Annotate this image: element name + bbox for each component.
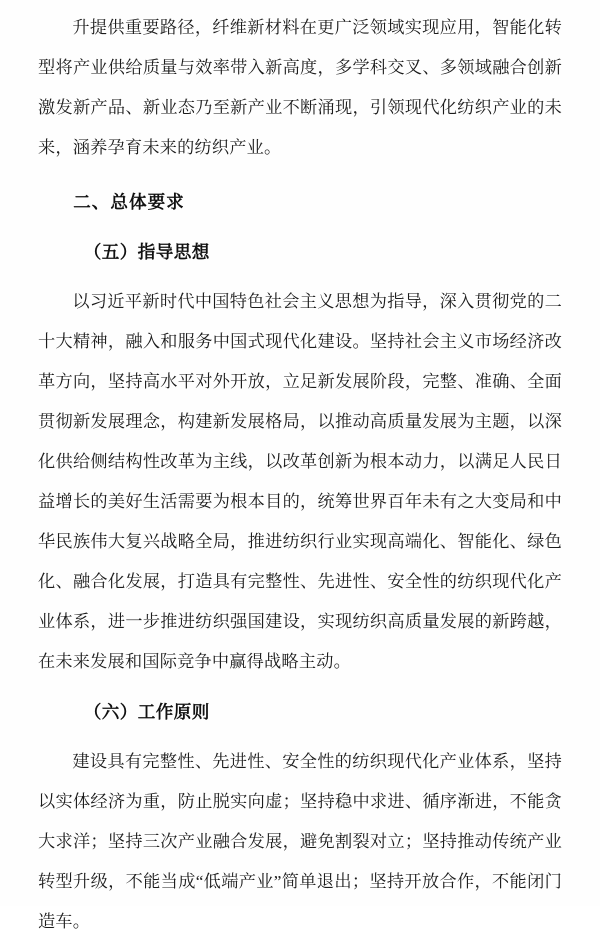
- spacer: [38, 732, 562, 742]
- heading-section-two: 二、总体要求: [73, 192, 185, 212]
- spacer: [38, 272, 562, 282]
- paragraph-intro-continued: 升提供重要路径，纤维新材料在更广泛领域实现应用，智能化转型将产业供给质量与效率带入新高度，多学科交叉、多领域融合创新激发新产品、新业态乃至新产业不断涌现，引领现代化纺织产业的未来，涵养孕育未来的纺织产业。: [38, 18, 562, 157]
- spacer: [38, 682, 562, 692]
- heading-item-six: （六）工作原则: [83, 702, 210, 722]
- spacer: [38, 168, 562, 182]
- paragraph-work-principles: 建设具有完整性、先进性、安全性的纺织现代化产业体系，坚持以实体经济为重，防止脱实向虚；坚持稳中求进、循序渐进，不能贪大求洋；坚持三次产业融合发展，避免割裂对立；坚持推动传统产业转型升级，不能当成“低端产业”简单退出；坚持开放合作，不能闭门造车。: [38, 752, 562, 931]
- paragraph-guiding-thought: 以习近平新时代中国特色社会主义思想为指导，深入贯彻党的二十大精神，融入和服务中国式现代化建设。坚持社会主义市场经济改革方向，坚持高水平对外开放，立足新发展阶段，完整、准确、全面贯彻新发展理念，构建新发展格局，以推动高质量发展为主题，以深化供给侧结构性改革为主线，以改革创新为根本动力，以满足人民日益增长的美好生活需要为根本目的，统筹世界百年未有之大变局和中华民族伟大复兴战略全局，推进纺织行业实现高端化、智能化、绿色化、融合化发展，打造具有完整性、先进性、安全性的纺织现代化产业体系，进一步推进纺织强国建设，实现纺织高质量发展的新跨越，在未来发展和国际竞争中赢得战略主动。: [38, 292, 562, 671]
- spacer: [38, 222, 562, 232]
- heading-item-five: （五）指导思想: [83, 242, 210, 262]
